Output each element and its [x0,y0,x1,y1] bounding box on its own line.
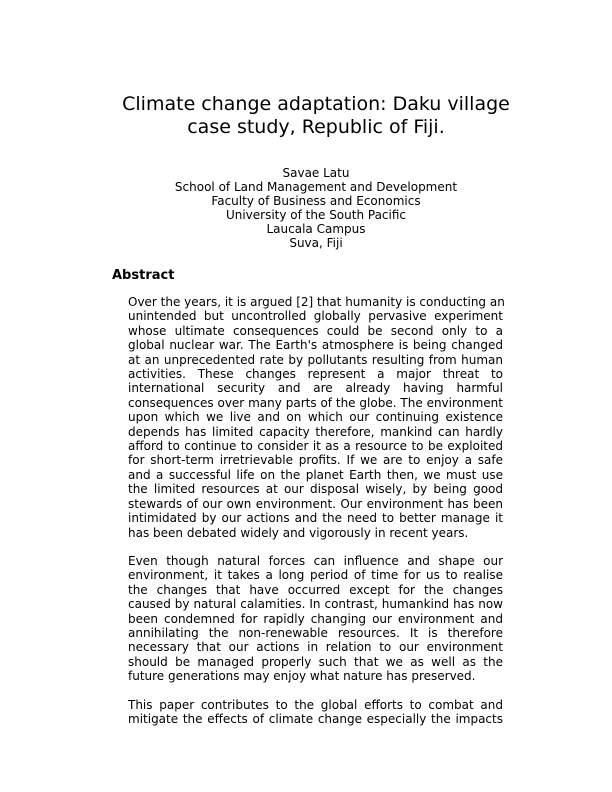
paragraph-line: stewards of our own environment. Our environment has been [128,496,503,511]
paragraph-line: afford to continue to consider it as a resource to be exploited [128,439,503,454]
author-name: Savae Latu [282,166,350,180]
author-school: School of Land Management and Development [174,180,458,194]
paragraph-line: has been debated widely and vigorously in recent years. [128,525,469,540]
paragraph-line: for short-term irretrievable profits. If we are to enjoy a safe [128,453,503,468]
paragraph-line: should be managed properly such that we as well as the [128,654,503,669]
abstract-heading: Abstract [112,268,175,283]
abstract-paragraph [128,554,503,684]
paragraph-line: necessary that our actions in relation to our environment [128,640,503,655]
paper-title [100,93,532,139]
paragraph-line: intimidated by our actions and the need to better manage it [128,511,503,526]
paragraph-line: This paper contributes to the global efforts to combat and [128,697,503,712]
paragraph-line: upon which we live and on which our continuing existence [128,410,503,425]
paragraph-line: mitigate the effects of climate change especially the impacts [128,711,503,726]
paragraph-line: caused by natural calamities. In contrast, humankind has now [128,597,503,612]
paragraph-line: international security and are already having harmful [128,381,503,396]
title-line: case study, Republic of Fiji. [187,116,445,138]
author-university: University of the South Pacific [225,208,407,222]
paragraph-line: been condemned for rapidly changing our environment and [128,611,503,626]
paragraph-line: activities. These changes represent a major threat to [128,367,503,382]
paragraph-line: whose ultimate consequences could be second only to a [128,323,503,338]
paragraph-line: consequences over many parts of the globe. The environment [128,395,503,410]
author-faculty: Faculty of Business and Economics [211,194,421,208]
abstract-body [128,295,503,740]
paragraph-line: the changes that have occurred except for the changes [128,582,503,597]
abstract-paragraph [128,295,503,540]
paragraph-line: global nuclear war. The Earth's atmosphere is being changed [128,338,503,353]
abstract-paragraph [128,698,503,727]
paragraph-line: annihilating the non-renewable resources. It is therefore [128,625,503,640]
paragraph-line: at an unprecedented rate by pollutants resulting from human [128,352,503,367]
paragraph-line: depends has limited capacity therefore, mankind can hardly [128,424,503,439]
paragraph-line: environment, it takes a long period of time for us to realise [128,568,503,583]
paragraph-line: the limited resources at our disposal wisely, by being good [128,482,503,497]
author-block [100,166,532,250]
paragraph-line: and a successful life on the planet Earth then, we must use [128,467,503,482]
title-line: Climate change adaptation: Daku village [122,93,510,115]
author-campus: Laucala Campus [266,222,366,236]
paragraph-line: future generations may enjoy what nature has preserved. [128,669,476,684]
author-city: Suva, Fiji [289,236,343,250]
paragraph-line: unintended but uncontrolled globally pervasive experiment [128,309,503,324]
paragraph-line: Even though natural forces can influence and shape our [128,553,503,568]
paragraph-line: Over the years, it is argued [2] that humanity is conducting an [128,295,505,309]
